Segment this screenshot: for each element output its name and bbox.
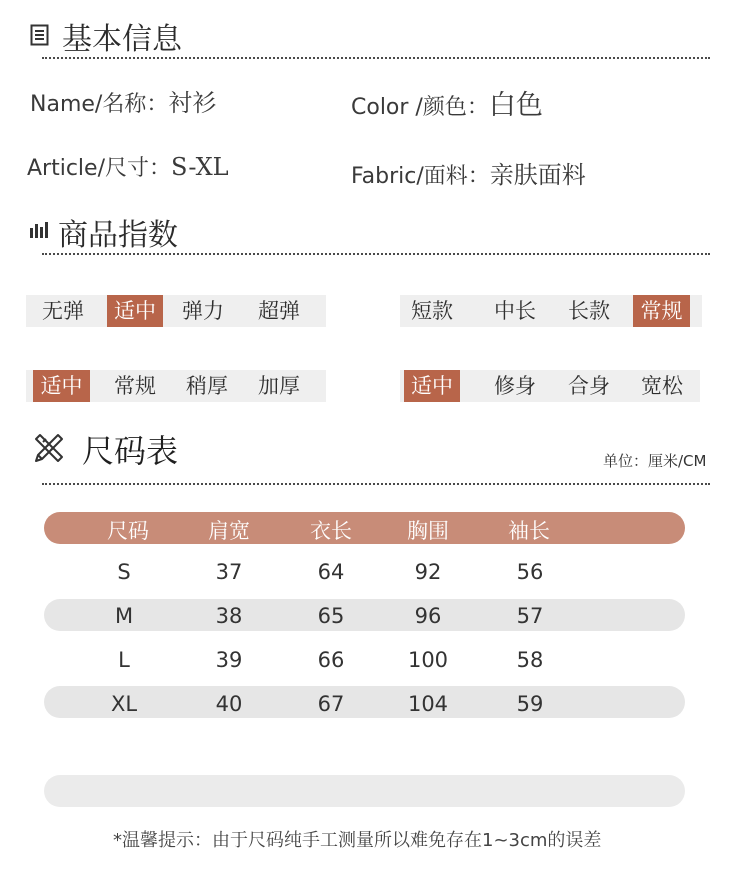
table-row-band — [44, 775, 685, 807]
column-header: 胸围 — [407, 519, 449, 543]
table-cell: L — [118, 648, 130, 672]
index-option: 中长 — [494, 299, 536, 323]
index-option: 修身 — [494, 374, 536, 398]
table-cell: 57 — [516, 604, 544, 628]
table-cell: 96 — [414, 604, 442, 628]
index-option: 加厚 — [258, 374, 300, 398]
table-cell: 58 — [516, 648, 544, 672]
divider — [42, 253, 710, 255]
index-option: 稍厚 — [186, 374, 228, 398]
fabric-label: Fabric/面料： — [351, 164, 490, 189]
column-header: 肩宽 — [208, 519, 250, 543]
name-field — [30, 83, 216, 118]
index-option: 超弹 — [258, 299, 300, 323]
table-cell: 59 — [516, 692, 544, 716]
ruler-pencil-icon — [32, 431, 66, 465]
document-list-icon — [30, 24, 50, 46]
bar-chart-icon — [30, 222, 48, 238]
index-option: 常规 — [114, 374, 156, 398]
table-cell: XL — [110, 692, 138, 716]
table-cell: 92 — [414, 560, 442, 584]
column-header: 尺码 — [107, 519, 149, 543]
size-table-header — [30, 424, 330, 472]
index-option: 短款 — [411, 299, 453, 323]
column-header: 衣长 — [310, 519, 352, 543]
index-option: 宽松 — [641, 374, 683, 398]
color-label: Color /颜色： — [351, 95, 489, 120]
column-header: 袖长 — [508, 519, 550, 543]
divider — [42, 483, 710, 485]
table-cell: 104 — [407, 692, 449, 716]
article-value: S-XL — [171, 153, 229, 181]
table-cell: S — [117, 560, 131, 584]
unit-label: 单位：厘米/CM — [603, 452, 707, 470]
table-cell: 39 — [215, 648, 243, 672]
index-option-selected: 常规 — [633, 295, 690, 327]
thickness-index — [26, 370, 326, 402]
table-cell: 40 — [215, 692, 243, 716]
color-field — [351, 83, 543, 122]
name-label: Name/名称： — [30, 92, 169, 117]
basic-info-title: 基本信息 — [62, 22, 182, 57]
table-cell: 38 — [215, 604, 243, 628]
index-option: 长款 — [568, 299, 610, 323]
index-option: 弹力 — [182, 299, 224, 323]
table-cell: M — [114, 604, 134, 628]
size-table-title: 尺码表 — [82, 432, 179, 470]
table-cell: 100 — [407, 648, 449, 672]
fabric-field — [351, 155, 586, 190]
measurement-note: *温馨提示：由于尺码纯手工测量所以难免存在1~3cm的误差 — [113, 830, 602, 851]
index-option-selected: 适中 — [33, 370, 90, 402]
index-option: 无弹 — [42, 299, 84, 323]
product-index-header — [30, 208, 330, 253]
product-index-title: 商品指数 — [58, 218, 178, 253]
fabric-value: 亲肤面料 — [489, 161, 586, 189]
article-label: Article/尺寸： — [27, 156, 171, 181]
name-value: 衬衫 — [168, 89, 217, 117]
table-cell: 64 — [317, 560, 345, 584]
index-option-selected: 适中 — [404, 370, 460, 402]
color-value: 白色 — [488, 90, 543, 121]
index-option-selected: 适中 — [107, 295, 163, 327]
table-cell: 56 — [516, 560, 544, 584]
table-cell: 67 — [317, 692, 345, 716]
table-cell: 37 — [215, 560, 243, 584]
article-field — [27, 151, 229, 182]
basic-info-header — [30, 14, 330, 57]
divider — [42, 57, 710, 59]
table-cell: 65 — [317, 604, 345, 628]
table-cell: 66 — [317, 648, 345, 672]
index-option: 合身 — [568, 374, 610, 398]
fit-index — [400, 370, 700, 402]
length-index — [400, 295, 702, 327]
elasticity-index — [26, 295, 326, 327]
